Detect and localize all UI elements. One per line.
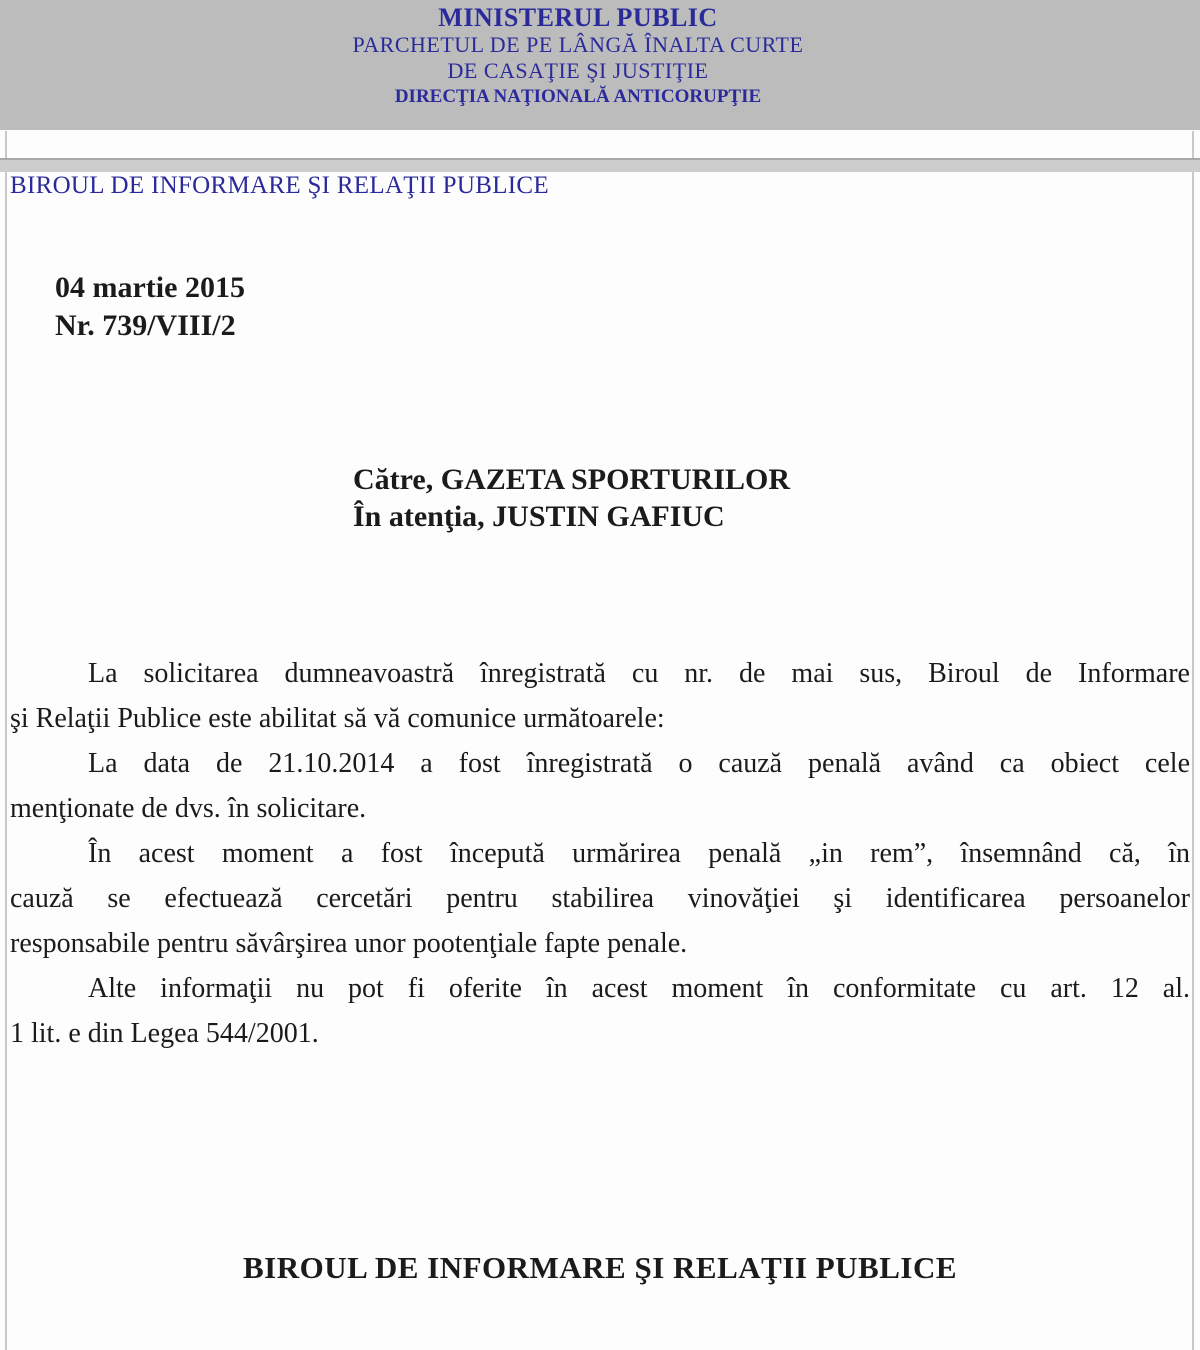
body-paragraph	[10, 741, 1190, 831]
paragraph-line: La data de 21.10.2014 a fost înregistrată o cauză penală având ca obiect cele	[88, 748, 1190, 779]
paragraph-line: menţionate de dvs. în solicitare.	[10, 793, 367, 824]
body-paragraph	[10, 651, 1190, 741]
paragraph-line: cauză se efectuează cercetări pentru stabilirea vinovăţiei şi identificarea persoanelor	[10, 883, 1190, 914]
paragraph-line: În acest moment a fost începută urmărirea penală „in rem”, însemnând că, în	[88, 838, 1190, 869]
page-right-border	[1192, 131, 1194, 1350]
header-divider	[0, 158, 1200, 172]
institution-header	[0, 0, 1200, 130]
page-left-border	[5, 131, 7, 1350]
recipient-to-line: Către, GAZETA SPORTURILOR	[353, 463, 791, 496]
paragraph-line: Alte informaţii nu pot fi oferite în acest moment în conformitate cu art. 12 al.	[88, 973, 1190, 1004]
signature-office-title: BIROUL DE INFORMARE ŞI RELAŢII PUBLICE	[242, 1250, 958, 1285]
paragraph-line: responsabile pentru săvârşirea unor pootenţiale fapte penale.	[10, 928, 688, 959]
paragraph-line: 1 lit. e din Legea 544/2001.	[10, 1018, 319, 1049]
letter-date: 04 martie 2015	[55, 271, 245, 304]
paragraph-line: şi Relaţii Publice este abilitat să vă comunice următoarele:	[10, 703, 665, 734]
institution-directorate: DIRECŢIA NAŢIONALĂ ANTICORUPŢIE	[394, 86, 762, 107]
recipient-attention-line: În atenţia, JUSTIN GAFIUC	[353, 500, 725, 533]
letter-reference-number: Nr. 739/VIII/2	[55, 309, 236, 342]
body-paragraphs	[10, 651, 1190, 1056]
date-and-reference	[55, 269, 245, 345]
body-paragraph	[10, 966, 1190, 1056]
institution-subtitle-2: DE CASAŢIE ŞI JUSTIŢIE	[447, 58, 709, 83]
paragraph-line: La solicitarea dumneavoastră înregistrată cu nr. de mai sus, Biroul de Informare	[88, 658, 1190, 689]
office-title: BIROUL DE INFORMARE ŞI RELAŢII PUBLICE	[10, 172, 549, 199]
body-paragraph	[10, 831, 1190, 966]
institution-subtitle-1: PARCHETUL DE PE LÂNGĂ ÎNALTA CURTE	[352, 32, 804, 57]
recipient	[353, 461, 790, 535]
institution-name: MINISTERUL PUBLIC	[438, 3, 718, 32]
